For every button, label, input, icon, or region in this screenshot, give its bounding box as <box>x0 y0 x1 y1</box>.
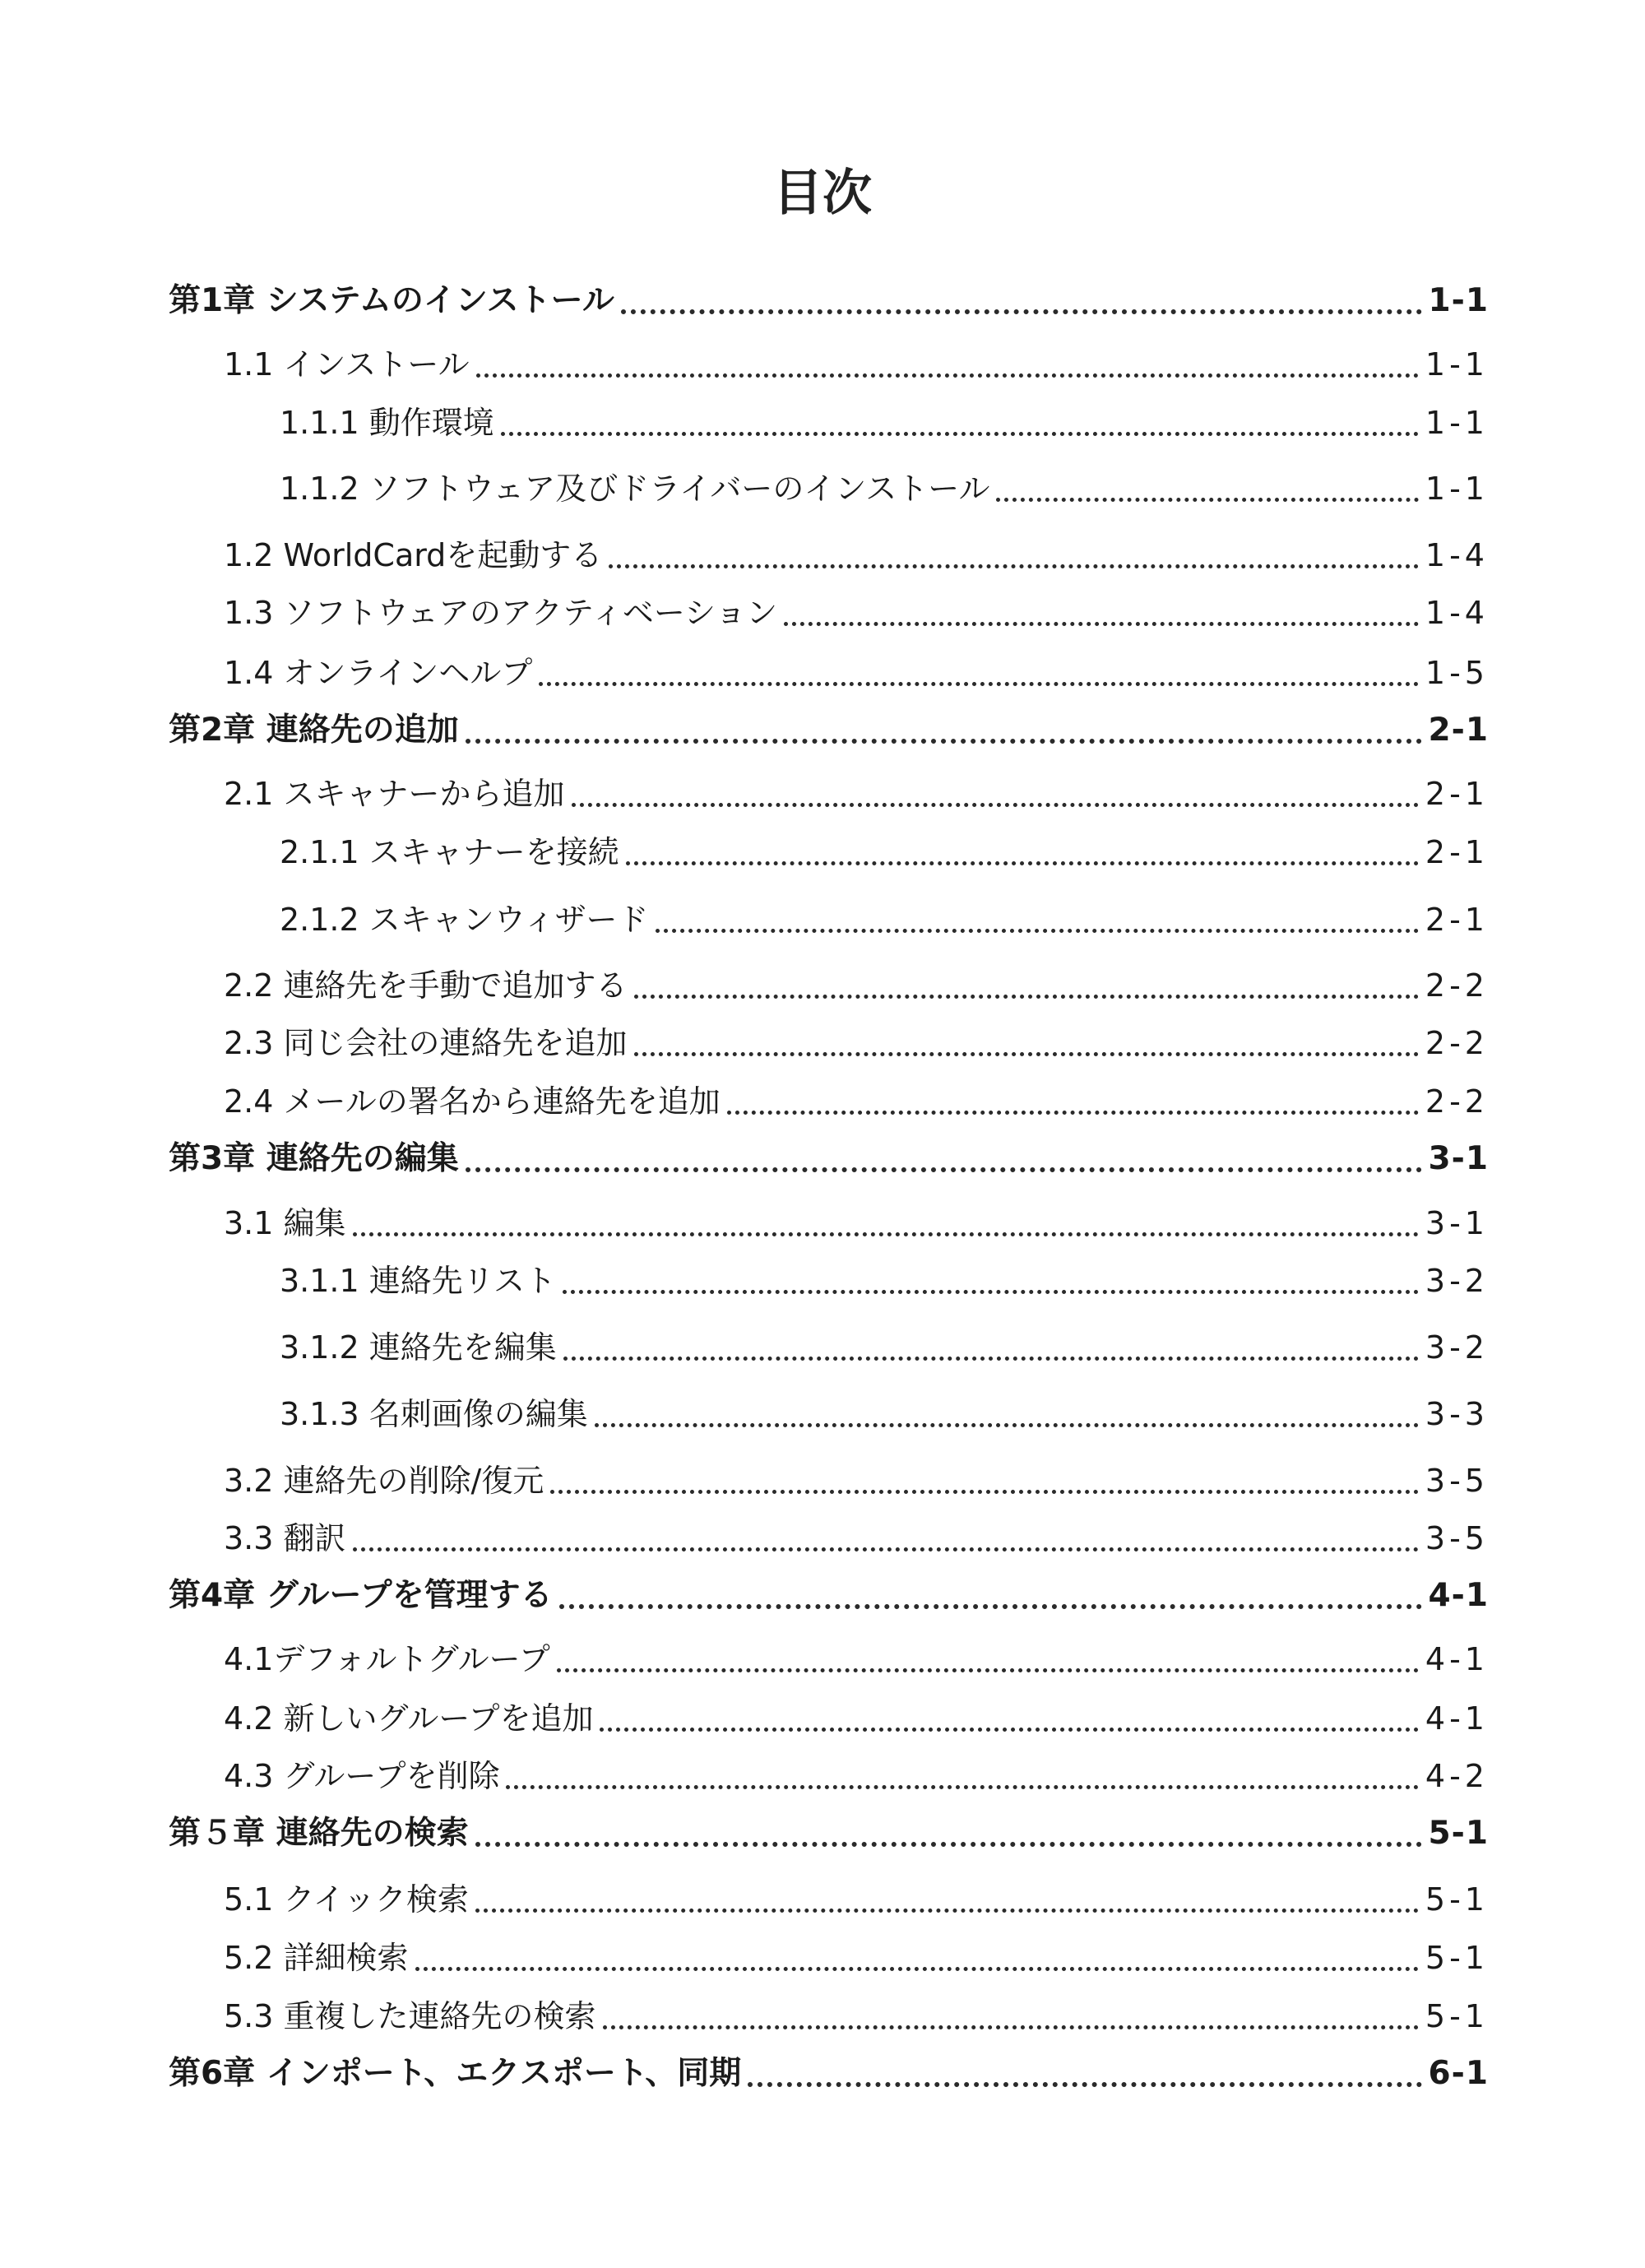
toc-entry-label: 3.1.2 連絡先を編集 <box>280 1329 557 1366</box>
toc-page-number: 5-1 <box>1425 1998 1489 2034</box>
dot-leader <box>539 682 1419 686</box>
toc-page-number: 2-1 <box>1425 776 1489 812</box>
dot-leader <box>634 995 1419 999</box>
toc-section[interactable] <box>224 962 1489 1009</box>
toc-entry-label: 1.1.2 ソフトウェア及びドライバーのインストール <box>280 471 990 507</box>
dot-leader <box>559 1604 1422 1609</box>
dot-leader <box>557 1668 1419 1672</box>
dot-leader <box>609 564 1419 568</box>
toc-entry-label: 1.1.1 動作環境 <box>280 405 494 441</box>
toc-section[interactable] <box>224 532 1489 578</box>
toc-page-number: 3-1 <box>1428 1140 1489 1177</box>
toc-entry-label: 第2章 連絡先の追加 <box>169 712 459 749</box>
toc-entry-label: 3.1 編集 <box>224 1205 346 1241</box>
dot-leader <box>563 1290 1419 1294</box>
dot-leader <box>626 861 1419 865</box>
toc-page-number: 2-1 <box>1428 712 1489 749</box>
toc-page-number: 1-4 <box>1425 595 1489 631</box>
toc-section[interactable] <box>224 771 1489 817</box>
dot-leader <box>595 1423 1419 1427</box>
toc-page-number: 3-5 <box>1425 1463 1489 1499</box>
toc-subsection[interactable] <box>280 829 1489 875</box>
toc-entry-label: 第3章 連絡先の編集 <box>169 1140 459 1177</box>
toc-section[interactable] <box>224 1753 1489 1799</box>
toc-chapter[interactable] <box>169 1811 1489 1857</box>
dot-leader <box>415 1967 1419 1971</box>
toc-entry-label: 2.1.2 スキャンウィザード <box>280 902 649 938</box>
toc-entry-label: 2.2 連絡先を手動で追加する <box>224 967 628 1004</box>
page-title: 目次 <box>773 165 872 222</box>
toc-entry-label: 5.3 重複した連絡先の検索 <box>224 1998 596 2034</box>
toc-chapter[interactable] <box>169 2051 1489 2097</box>
toc-page-number: 2-2 <box>1425 967 1489 1004</box>
toc-entry-label: 第6章 インポート、エクスポート、同期 <box>169 2055 742 2092</box>
toc-page-number: 4-2 <box>1425 1758 1489 1794</box>
toc-entry-label: 第4章 グループを管理する <box>169 1577 553 1614</box>
dot-leader <box>634 1052 1419 1056</box>
dot-leader <box>563 1357 1419 1361</box>
toc-section[interactable] <box>224 1458 1489 1504</box>
dot-leader <box>621 309 1422 314</box>
toc-section[interactable] <box>224 650 1489 696</box>
dot-leader <box>656 929 1419 933</box>
toc-entry-label: 2.1.1 スキャナーを接続 <box>280 834 619 870</box>
toc-page-number: 1-1 <box>1428 282 1489 319</box>
toc-page-number: 2-2 <box>1425 1083 1489 1120</box>
toc-entry-label: 第1章 システムのインストール <box>169 282 614 319</box>
toc-page-number: 3-2 <box>1425 1329 1489 1366</box>
dot-leader <box>550 1490 1419 1494</box>
toc-page-number: 4-1 <box>1428 1577 1489 1614</box>
toc-entry-label: 第５章 連絡先の検索 <box>169 1815 469 1852</box>
toc-page-number: 1-1 <box>1425 405 1489 441</box>
toc-chapter[interactable] <box>169 278 1489 324</box>
dot-leader <box>353 1232 1419 1236</box>
toc-page-number: 5-1 <box>1428 1815 1489 1852</box>
toc-page-number: 1-1 <box>1425 346 1489 383</box>
dot-leader <box>466 739 1422 744</box>
toc-page-number: 6-1 <box>1428 2055 1489 2092</box>
dot-leader <box>603 2025 1419 2029</box>
toc-section[interactable] <box>224 1020 1489 1066</box>
toc-entry-label: 1.3 ソフトウェアのアクティベーション <box>224 595 778 631</box>
toc-entry-label: 3.3 翻訳 <box>224 1520 346 1556</box>
toc-page-number: 4-1 <box>1425 1700 1489 1737</box>
toc-page-number: 3-2 <box>1425 1263 1489 1299</box>
toc-page-number: 1-5 <box>1425 655 1489 691</box>
toc-entry-label: 3.1.1 連絡先リスト <box>280 1263 557 1299</box>
dot-leader <box>476 373 1419 378</box>
toc-entry-label: 1.1 インストール <box>224 346 470 383</box>
toc-section[interactable] <box>224 1636 1489 1682</box>
toc-entry-label: 1.2 WorldCardを起動する <box>224 537 603 573</box>
toc-section[interactable] <box>224 1078 1489 1125</box>
toc-section[interactable] <box>224 1200 1489 1246</box>
toc-entry-label: 4.3 グループを削除 <box>224 1758 500 1794</box>
toc-section[interactable] <box>224 1695 1489 1742</box>
dot-leader <box>466 1167 1422 1172</box>
toc-entry-label: 5.2 詳細検索 <box>224 1940 409 1976</box>
toc-section[interactable] <box>224 1876 1489 1922</box>
dot-leader <box>475 1909 1419 1913</box>
toc-entry-label: 2.3 同じ会社の連絡先を追加 <box>224 1025 628 1061</box>
toc-section[interactable] <box>224 1935 1489 1981</box>
toc-page-number: 2-2 <box>1425 1025 1489 1061</box>
dot-leader <box>501 432 1419 436</box>
toc-entry-label: 4.2 新しいグループを追加 <box>224 1700 594 1737</box>
toc-page-number: 2-1 <box>1425 902 1489 938</box>
toc-page-number: 5-1 <box>1425 1940 1489 1976</box>
toc-page-number: 3-3 <box>1425 1396 1489 1432</box>
toc-section[interactable] <box>224 590 1489 636</box>
dot-leader <box>600 1728 1418 1732</box>
dot-leader <box>353 1547 1419 1551</box>
toc-subsection[interactable] <box>280 1391 1489 1437</box>
toc-entry-label: 5.1 クイック検索 <box>224 1881 469 1918</box>
toc-page-number: 3-1 <box>1425 1205 1489 1241</box>
dot-leader <box>748 2082 1421 2087</box>
toc-subsection[interactable] <box>280 1258 1489 1304</box>
dot-leader <box>572 803 1419 807</box>
dot-leader <box>727 1111 1419 1115</box>
toc-entry-label: 4.1デフォルトグループ <box>224 1641 550 1677</box>
dot-leader <box>996 498 1418 502</box>
toc-entry-label: 3.1.3 名刺画像の編集 <box>280 1396 588 1432</box>
dot-leader <box>784 622 1419 626</box>
toc-subsection[interactable] <box>280 897 1489 943</box>
toc-page-number: 1-4 <box>1425 537 1489 573</box>
toc-entry-label: 2.1 スキャナーから追加 <box>224 776 565 812</box>
toc-section[interactable] <box>224 1993 1489 2039</box>
toc-chapter[interactable] <box>169 707 1489 754</box>
toc-page-number: 2-1 <box>1425 834 1489 870</box>
toc-entry-label: 3.2 連絡先の削除/復元 <box>224 1463 544 1499</box>
toc-entry-label: 1.4 オンラインヘルプ <box>224 655 533 691</box>
toc-subsection[interactable] <box>280 466 1489 512</box>
toc-chapter[interactable] <box>169 1573 1489 1619</box>
dot-leader <box>475 1842 1422 1847</box>
toc-page-number: 1-1 <box>1425 471 1489 507</box>
toc-subsection[interactable] <box>280 400 1489 446</box>
toc-page-number: 3-5 <box>1425 1520 1489 1556</box>
toc-page-number: 4-1 <box>1425 1641 1489 1677</box>
toc-section[interactable] <box>224 1515 1489 1561</box>
toc-chapter[interactable] <box>169 1136 1489 1182</box>
toc-page-number: 5-1 <box>1425 1881 1489 1918</box>
toc-entry-label: 2.4 メールの署名から連絡先を追加 <box>224 1083 721 1120</box>
toc-section[interactable] <box>224 341 1489 387</box>
dot-leader <box>506 1785 1418 1789</box>
toc-subsection[interactable] <box>280 1324 1489 1371</box>
